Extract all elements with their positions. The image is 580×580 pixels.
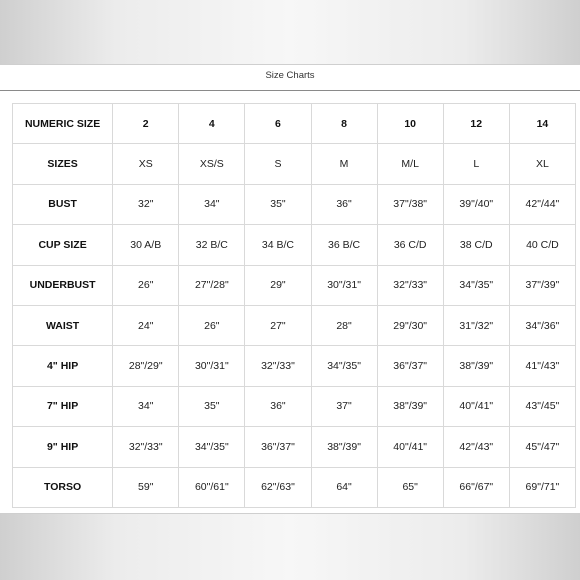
table-cell: 30 A/B xyxy=(113,225,179,265)
row-header: 7" HIP xyxy=(13,386,113,426)
row-header: CUP SIZE xyxy=(13,225,113,265)
table-cell: 39"/40" xyxy=(443,184,509,224)
table-cell: 28" xyxy=(311,305,377,345)
table-cell: 42"/44" xyxy=(509,184,575,224)
row-header: 9" HIP xyxy=(13,427,113,467)
table-cell: 41"/43" xyxy=(509,346,575,386)
table-cell: 38 C/D xyxy=(443,225,509,265)
table-cell: 32"/33" xyxy=(377,265,443,305)
table-cell: S xyxy=(245,144,311,184)
table-row xyxy=(13,386,576,426)
table-cell: 38"/39" xyxy=(311,427,377,467)
row-header: BUST xyxy=(13,184,113,224)
table-cell: 31"/32" xyxy=(443,305,509,345)
table-cell: 64" xyxy=(311,467,377,507)
column-header: 10 xyxy=(377,104,443,144)
table-cell: 40"/41" xyxy=(443,386,509,426)
row-header: SIZES xyxy=(13,144,113,184)
table-cell: 38"/39" xyxy=(443,346,509,386)
table-cell: 24" xyxy=(113,305,179,345)
size-chart-panel xyxy=(0,64,580,514)
table-header-row xyxy=(13,104,576,144)
table-cell: 37"/38" xyxy=(377,184,443,224)
table-cell: 34" xyxy=(113,386,179,426)
table-cell: 26" xyxy=(113,265,179,305)
column-header: NUMERIC SIZE xyxy=(13,104,113,144)
table-cell: XL xyxy=(509,144,575,184)
table-cell: 37" xyxy=(311,386,377,426)
column-header: 8 xyxy=(311,104,377,144)
table-cell: 34"/35" xyxy=(443,265,509,305)
column-header: 6 xyxy=(245,104,311,144)
background-bottom xyxy=(0,514,580,580)
table-cell: 32 B/C xyxy=(179,225,245,265)
table-cell: 60"/61" xyxy=(179,467,245,507)
table-cell: 40 C/D xyxy=(509,225,575,265)
column-header: 4 xyxy=(179,104,245,144)
size-chart-body xyxy=(13,104,576,508)
table-cell: 42"/43" xyxy=(443,427,509,467)
table-cell: 27" xyxy=(245,305,311,345)
table-row xyxy=(13,346,576,386)
table-cell: 69"/71" xyxy=(509,467,575,507)
table-cell: 40"/41" xyxy=(377,427,443,467)
table-cell: 65" xyxy=(377,467,443,507)
table-row xyxy=(13,225,576,265)
table-cell: 36 B/C xyxy=(311,225,377,265)
row-header: UNDERBUST xyxy=(13,265,113,305)
table-row xyxy=(13,305,576,345)
table-cell: 35" xyxy=(179,386,245,426)
size-chart-table xyxy=(12,103,576,508)
column-header: 14 xyxy=(509,104,575,144)
table-cell: M xyxy=(311,144,377,184)
table-row xyxy=(13,265,576,305)
table-row xyxy=(13,427,576,467)
row-header: WAIST xyxy=(13,305,113,345)
table-cell: 38"/39" xyxy=(377,386,443,426)
table-cell: 36 C/D xyxy=(377,225,443,265)
table-cell: 59" xyxy=(113,467,179,507)
table-cell: 26" xyxy=(179,305,245,345)
table-cell: 32"/33" xyxy=(113,427,179,467)
page-title: Size Charts xyxy=(0,65,580,91)
table-cell: 36" xyxy=(245,386,311,426)
table-row xyxy=(13,467,576,507)
table-cell: XS/S xyxy=(179,144,245,184)
table-cell: XS xyxy=(113,144,179,184)
table-cell: 30"/31" xyxy=(179,346,245,386)
table-cell: 32" xyxy=(113,184,179,224)
table-cell: 34" xyxy=(179,184,245,224)
background-top xyxy=(0,0,580,64)
table-cell: M/L xyxy=(377,144,443,184)
table-cell: 37"/39" xyxy=(509,265,575,305)
column-header: 12 xyxy=(443,104,509,144)
table-cell: 28"/29" xyxy=(113,346,179,386)
table-cell: 45"/47" xyxy=(509,427,575,467)
table-cell: 62"/63" xyxy=(245,467,311,507)
table-cell: L xyxy=(443,144,509,184)
table-cell: 34 B/C xyxy=(245,225,311,265)
table-cell: 66"/67" xyxy=(443,467,509,507)
table-cell: 34"/35" xyxy=(179,427,245,467)
row-header: 4" HIP xyxy=(13,346,113,386)
table-cell: 29" xyxy=(245,265,311,305)
table-cell: 30"/31" xyxy=(311,265,377,305)
row-header: TORSO xyxy=(13,467,113,507)
table-cell: 36" xyxy=(311,184,377,224)
table-cell: 32"/33" xyxy=(245,346,311,386)
table-cell: 35" xyxy=(245,184,311,224)
table-row xyxy=(13,144,576,184)
table-cell: 36"/37" xyxy=(377,346,443,386)
column-header: 2 xyxy=(113,104,179,144)
table-cell: 29"/30" xyxy=(377,305,443,345)
table-cell: 34"/36" xyxy=(509,305,575,345)
table-cell: 27"/28" xyxy=(179,265,245,305)
table-cell: 43"/45" xyxy=(509,386,575,426)
table-cell: 34"/35" xyxy=(311,346,377,386)
table-row xyxy=(13,184,576,224)
table-cell: 36"/37" xyxy=(245,427,311,467)
